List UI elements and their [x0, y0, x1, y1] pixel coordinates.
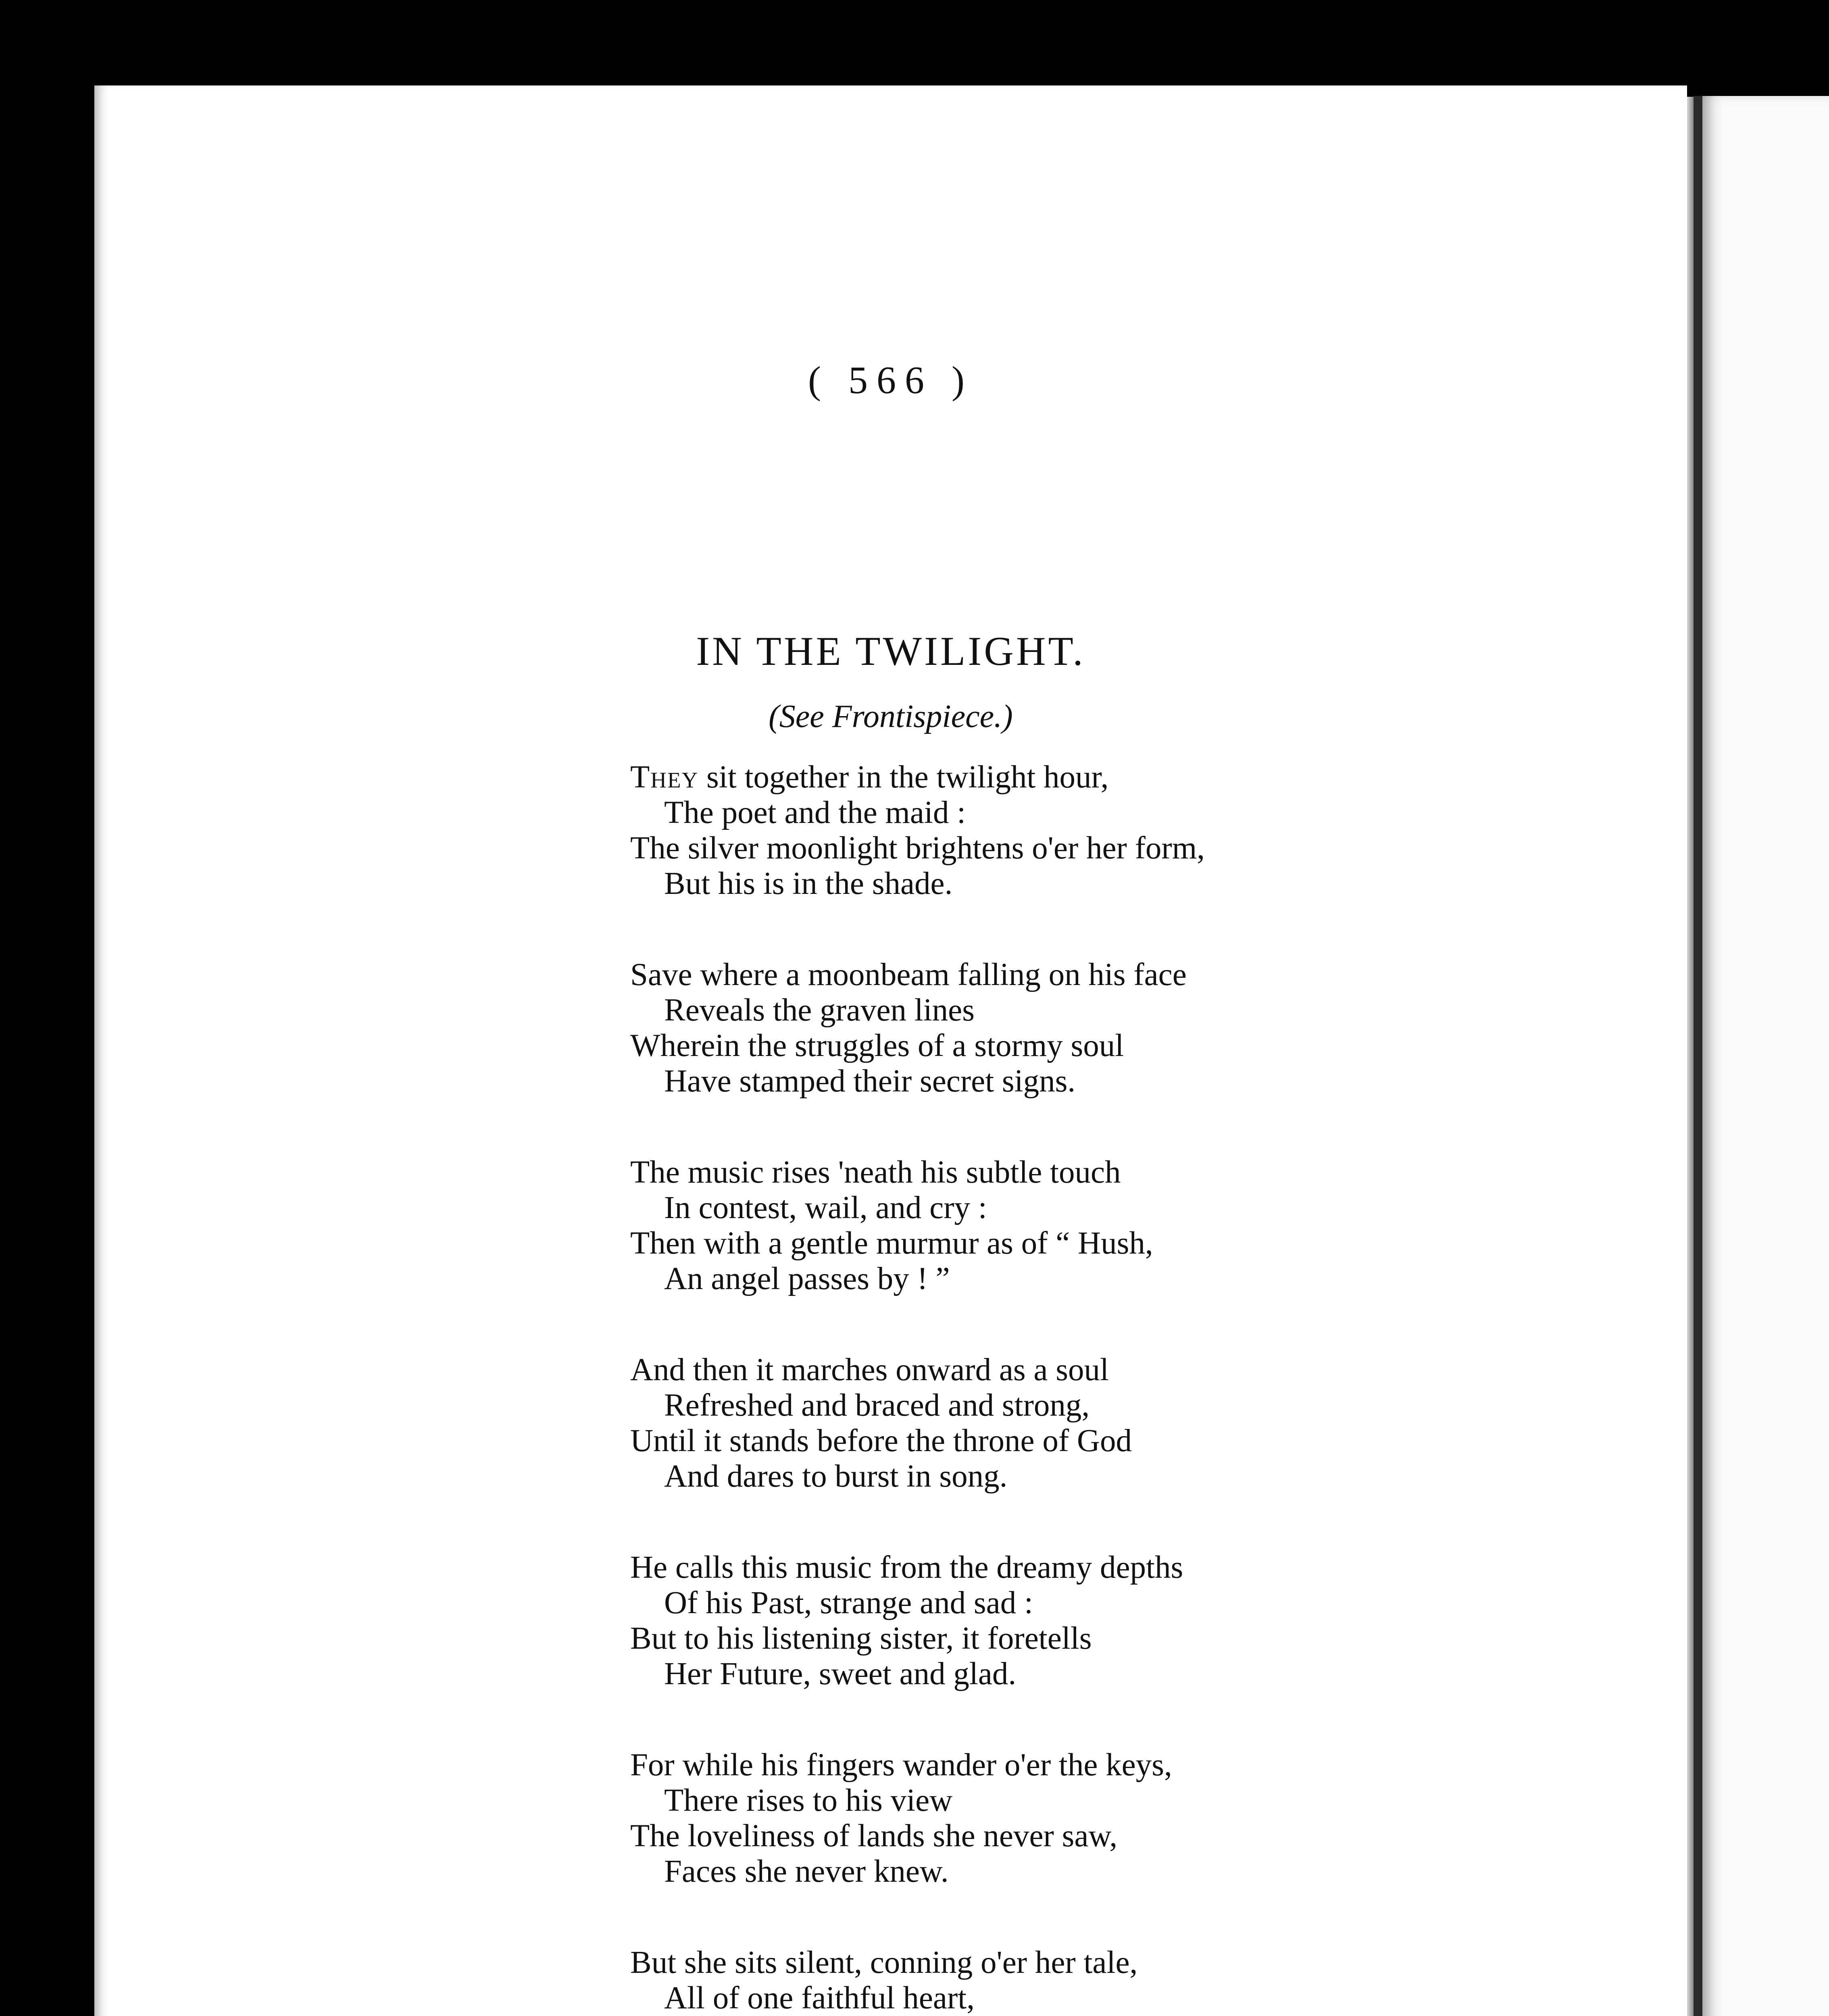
poem-line: And then it marches onward as a soul	[630, 1352, 1109, 1387]
poem-line: An angel passes by ! ”	[664, 1261, 950, 1296]
stanza	[630, 1747, 1638, 1889]
poem-line: But she sits silent, conning o'er her tale,	[630, 1945, 1138, 1980]
poem-line: He calls this music from the dreamy depths	[630, 1550, 1183, 1585]
poem-line: The music rises 'neath his subtle touch	[630, 1155, 1121, 1190]
poem-line: Then with a gentle murmur as of “ Hush,	[630, 1226, 1153, 1261]
stanza	[630, 957, 1638, 1099]
poem-line: But his is in the shade.	[664, 866, 953, 901]
page-number: ( 566 )	[808, 358, 973, 402]
stanza	[630, 1550, 1638, 1692]
poem-line: For while his fingers wander o'er the keys,	[630, 1747, 1172, 1783]
poem-line	[630, 760, 1638, 795]
first-line-text: sit together in the twilight hour,	[698, 760, 1109, 795]
stanza	[630, 760, 1638, 902]
poem-line: Wherein the struggles of a stormy soul	[630, 1028, 1124, 1063]
stanza	[630, 1155, 1638, 1297]
poem-line: But to his listening sister, it foretells	[630, 1621, 1092, 1656]
poem-line: Of his Past, strange and sad :	[664, 1585, 1033, 1620]
poem-line: Until it stands before the throne of God	[630, 1423, 1132, 1458]
opening-word: They	[630, 760, 699, 795]
poem-title: IN THE TWILIGHT.	[696, 629, 1085, 674]
book-page	[94, 85, 1687, 2016]
poem-subtitle: (See Frontispiece.)	[769, 699, 1013, 734]
poem-line: The poet and the maid :	[664, 795, 966, 830]
poem-body	[630, 760, 1638, 2016]
poem-line: Her Future, sweet and glad.	[664, 1656, 1017, 1691]
poem-line: And dares to burst in song.	[664, 1459, 1008, 1494]
poem-line: Save where a moonbeam falling on his face	[630, 957, 1187, 992]
stanza	[630, 1945, 1638, 2016]
poem-line: All of one faithful heart,	[664, 1981, 975, 2016]
stanza	[630, 1352, 1638, 1494]
poem-line: Refreshed and braced and strong,	[664, 1388, 1090, 1423]
poem-line: Have stamped their secret signs.	[664, 1064, 1076, 1099]
poem-line: The loveliness of lands she never saw,	[630, 1818, 1118, 1854]
poem-line: There rises to his view	[664, 1783, 953, 1818]
poem-line: Reveals the graven lines	[664, 993, 975, 1028]
adjacent-page-edge	[1694, 96, 1829, 2016]
poem-line: In contest, wail, and cry :	[664, 1190, 987, 1225]
poem-line: Faces she never knew.	[664, 1854, 949, 1889]
poem-line: The silver moonlight brightens o'er her form,	[630, 831, 1205, 866]
